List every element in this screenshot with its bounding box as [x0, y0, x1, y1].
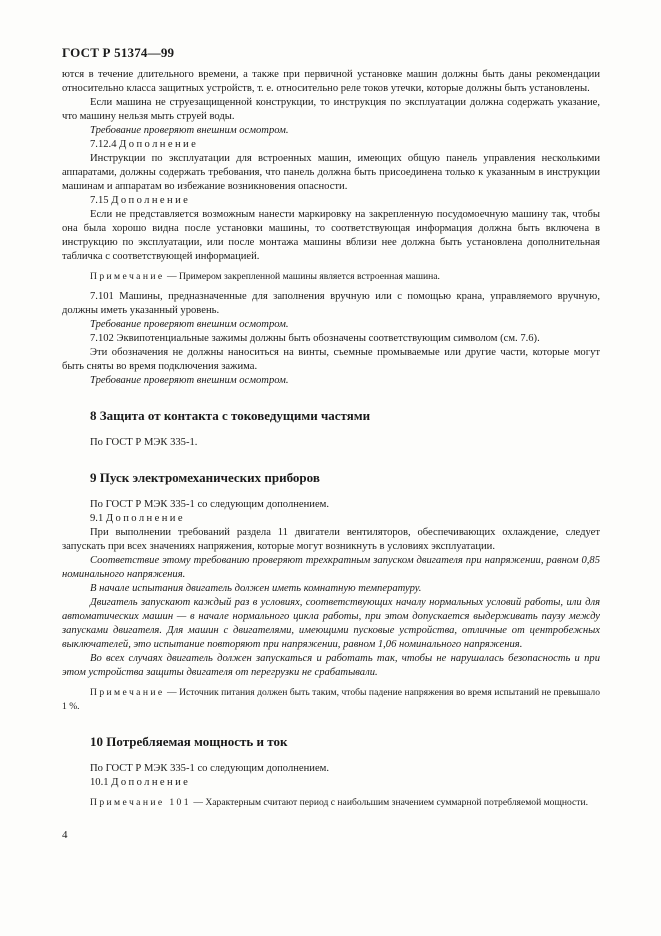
- paragraph: При выполнении требований раздела 11 двигатели вентиляторов, обеспечивающих охлаждение, следует запускать при всех значениях напряжения, которые могут возникнуть в условиях эксплуатации.: [62, 527, 600, 552]
- paragraph: Если не представляется возможным нанести маркировку на закрепленную посудомоечную машину так, чтобы она была хорошо видна после установки машины, то соответствующая информация должна быть включена в инструкцию по эксплуатации, или после монтажа машины вблизи нее должна быть установлена дополнительная табличка с соответствующей информацией.: [62, 209, 600, 262]
- clause-addition: [62, 138, 600, 152]
- note: [62, 270, 600, 284]
- note-text: — Источник питания должен быть таким, чтобы падение напряжения во время испытаний не превышало 1 %.: [62, 687, 600, 712]
- section-heading: 8 Защита от контакта с токоведущими частями: [90, 408, 371, 423]
- paragraph: 7.102 Эквипотенциальные зажимы должны быть обозначены соответствующим символом (см. 7.6).: [90, 333, 540, 344]
- paragraph: Эти обозначения не должны наноситься на винты, съемные промываемые или другие части, которые могут быть сняты во время подключения зажима.: [62, 347, 600, 372]
- clause-addition: [62, 776, 600, 790]
- section-heading: 9 Пуск электромеханических приборов: [90, 470, 320, 485]
- clause-addition: [62, 194, 600, 208]
- clause-number: 10.1: [90, 777, 109, 788]
- test-method: Во всех случаях двигатель должен запускаться и работать так, чтобы не нарушалась безопасность и при этом устройства защиты двигателя от перегрузки не срабатывали.: [62, 653, 600, 678]
- clause-number: 9.1: [90, 513, 104, 524]
- note: [62, 796, 600, 810]
- paragraph: По ГОСТ Р МЭК 335-1 со следующим дополнением.: [90, 499, 329, 510]
- addition-label: Дополнение: [111, 195, 191, 206]
- clause-number: 7.15: [90, 195, 109, 206]
- paragraph: Инструкции по эксплуатации для встроенных машин, имеющих общую панель управления несколькими аппаратами, должны содержать требования, что панель должна быть присоединена только к указанным в инструкции машинам и аппаратам во избежание возникновения опасности.: [62, 153, 600, 192]
- document-body: [62, 68, 600, 810]
- paragraph: 7.101 Машины, предназначенные для заполнения вручную или с помощью крана, управляемого вручную, должны иметь указанный уровень.: [62, 291, 600, 316]
- paragraph: ются в течение длительного времени, а также при первичной установке машин должны быть даны рекомендации относительно класса защитных устройств, т. е. относительно реле токов утечки, которые должны быть установлены.: [62, 69, 600, 94]
- paragraph: Если машина не струезащищенной конструкции, то инструкция по эксплуатации должна содержать указание, что машину нельзя мыть струей воды.: [62, 97, 600, 122]
- requirement-note: Требование проверяют внешним осмотром.: [90, 375, 289, 386]
- paragraph: По ГОСТ Р МЭК 335-1.: [90, 437, 198, 448]
- requirement-note: Требование проверяют внешним осмотром.: [90, 125, 289, 136]
- note-text: — Примером закрепленной машины является встроенная машина.: [164, 271, 440, 282]
- note-label: Примечание 101: [90, 797, 191, 808]
- addition-label: Дополнение: [105, 513, 185, 524]
- page-number: 4: [62, 829, 68, 841]
- test-method: В начале испытания двигатель должен иметь комнатную температуру.: [90, 583, 422, 594]
- test-method: Двигатель запускают каждый раз в условиях, соответствующих началу нормальных условий работы, или для автоматических машин — в начале нормального цикла работы, при этом допускается выдерживать паузу между запусками двигателя. Для машин с двигателями, имеющими пусковые устройства, отличные от центробежных выключателей, это испытание повторяют при напряжении, равном 1,06 номинального напряжения.: [62, 597, 600, 650]
- paragraph: По ГОСТ Р МЭК 335-1 со следующим дополнением.: [90, 763, 329, 774]
- page-header: ГОСТ Р 51374—99: [62, 45, 175, 60]
- clause-addition: [62, 512, 600, 526]
- test-method: Соответствие этому требованию проверяют трехкратным запуском двигателя при напряжении, равном 0,85 номинального напряжения.: [62, 555, 600, 580]
- note-label: Примечание: [90, 687, 165, 698]
- note: [62, 686, 600, 714]
- section-heading: 10 Потребляемая мощность и ток: [90, 734, 288, 749]
- note-label: Примечание: [90, 271, 165, 282]
- requirement-note: Требование проверяют внешним осмотром.: [90, 319, 289, 330]
- note-text: — Характерным считают период с наибольшим значением суммарной потребляемой мощности.: [190, 797, 589, 808]
- clause-number: 7.12.4: [90, 139, 117, 150]
- addition-label: Дополнение: [119, 139, 199, 150]
- addition-label: Дополнение: [111, 777, 191, 788]
